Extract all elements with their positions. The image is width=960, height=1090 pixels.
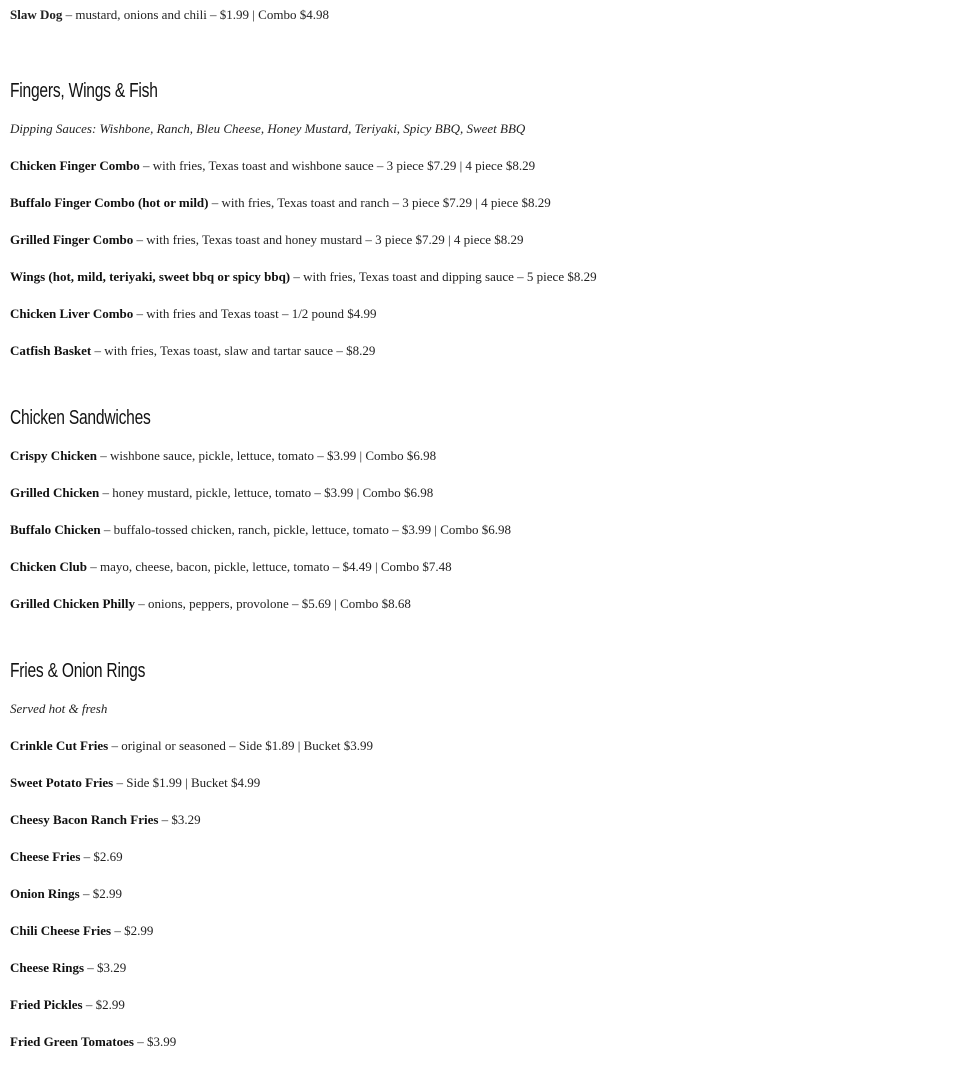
item-name: Crinkle Cut Fries — [10, 738, 109, 753]
item-description: – with fries, Texas toast and honey mustard – 3 piece $7.29 | 4 piece $8.29 — [133, 232, 524, 247]
item-description: – original or seasoned – Side $1.89 | Bucket $3.99 — [108, 738, 373, 753]
item-description: – with fries, Texas toast and wishbone sauce – 3 piece $7.29 | 4 piece $8.29 — [139, 158, 536, 173]
item-description: – $3.99 — [133, 1034, 177, 1049]
item-description: – $2.99 — [82, 997, 125, 1012]
menu-item — [10, 842, 950, 879]
section-note: Served hot & fresh — [10, 701, 108, 716]
menu-item — [10, 262, 950, 299]
item-name: Onion Rings — [10, 886, 80, 901]
item-name: Grilled Chicken Philly — [10, 596, 135, 611]
menu-item — [10, 478, 950, 515]
item-name: Crispy Chicken — [10, 448, 98, 463]
menu-content — [10, 0, 950, 1064]
menu-item — [10, 953, 950, 990]
section-fries-onion-rings — [10, 657, 950, 1064]
item-name: Wings (hot, mild, teriyaki, sweet bbq or spicy bbq) — [10, 269, 291, 284]
item-description: – with fries and Texas toast – 1/2 pound $4.99 — [133, 306, 377, 321]
menu-item — [10, 768, 950, 805]
menu-item — [10, 441, 950, 478]
menu-item — [10, 299, 950, 336]
menu-item — [10, 879, 950, 916]
item-name: Catfish Basket — [10, 343, 92, 358]
item-description: – with fries, Texas toast, slaw and tartar sauce – $8.29 — [91, 343, 376, 358]
menu-item — [10, 336, 950, 373]
menu-item — [10, 151, 950, 188]
item-description: – mustard, onions and chili – $1.99 | Combo $4.98 — [62, 7, 329, 22]
item-name: Slaw Dog — [10, 7, 63, 22]
item-name: Fried Pickles — [10, 997, 83, 1012]
menu-item — [10, 552, 950, 589]
menu-item — [10, 589, 950, 626]
menu-item — [10, 0, 950, 30]
menu-item — [10, 515, 950, 552]
item-name: Chili Cheese Fries — [10, 923, 112, 938]
item-name: Chicken Club — [10, 559, 87, 574]
menu-item — [10, 1027, 950, 1064]
item-name: Buffalo Chicken — [10, 522, 101, 537]
item-name: Chicken Finger Combo — [10, 158, 140, 173]
item-name: Chicken Liver Combo — [10, 306, 134, 321]
item-name: Grilled Finger Combo — [10, 232, 134, 247]
item-description: – wishbone sauce, pickle, lettuce, tomato – $3.99 | Combo $6.98 — [97, 448, 437, 463]
item-description: – mayo, cheese, bacon, pickle, lettuce, tomato – $4.49 | Combo $7.48 — [86, 559, 452, 574]
item-description: – $2.69 — [80, 849, 123, 864]
menu-item — [10, 731, 950, 768]
section-title: Fries & Onion Rings — [10, 660, 146, 682]
menu-item — [10, 225, 950, 262]
item-name: Fried Green Tomatoes — [10, 1034, 134, 1049]
item-description: – buffalo-tossed chicken, ranch, pickle, lettuce, tomato – $3.99 | Combo $6.98 — [100, 522, 511, 537]
menu-item — [10, 188, 950, 225]
item-description: – with fries, Texas toast and ranch – 3 piece $7.29 | 4 piece $8.29 — [208, 195, 551, 210]
item-name: Sweet Potato Fries — [10, 775, 114, 790]
item-description: – $2.99 — [79, 886, 122, 901]
item-name: Cheesy Bacon Ranch Fries — [10, 812, 159, 827]
item-description: – honey mustard, pickle, lettuce, tomato – $3.99 | Combo $6.98 — [99, 485, 434, 500]
section-title: Fingers, Wings & Fish — [10, 80, 158, 102]
item-description: – Side $1.99 | Bucket $4.99 — [113, 775, 261, 790]
item-name: Buffalo Finger Combo (hot or mild) — [10, 195, 209, 210]
menu-item — [10, 990, 950, 1027]
menu-item — [10, 916, 950, 953]
item-description: – $2.99 — [111, 923, 154, 938]
item-description: – onions, peppers, provolone – $5.69 | Combo $8.68 — [134, 596, 411, 611]
item-name: Grilled Chicken — [10, 485, 100, 500]
section-title: Chicken Sandwiches — [10, 407, 151, 429]
item-description: – $3.29 — [158, 812, 201, 827]
item-description: – $3.29 — [84, 960, 127, 975]
section-fingers-wings-fish — [10, 77, 950, 373]
item-name: Cheese Fries — [10, 849, 81, 864]
item-description: – with fries, Texas toast and dipping sauce – 5 piece $8.29 — [290, 269, 597, 284]
item-name: Cheese Rings — [10, 960, 85, 975]
section-chicken-sandwiches — [10, 404, 950, 626]
menu-item — [10, 805, 950, 842]
section-note: Dipping Sauces: Wishbone, Ranch, Bleu Cheese, Honey Mustard, Teriyaki, Spicy BBQ, Sweet BBQ — [10, 121, 526, 136]
